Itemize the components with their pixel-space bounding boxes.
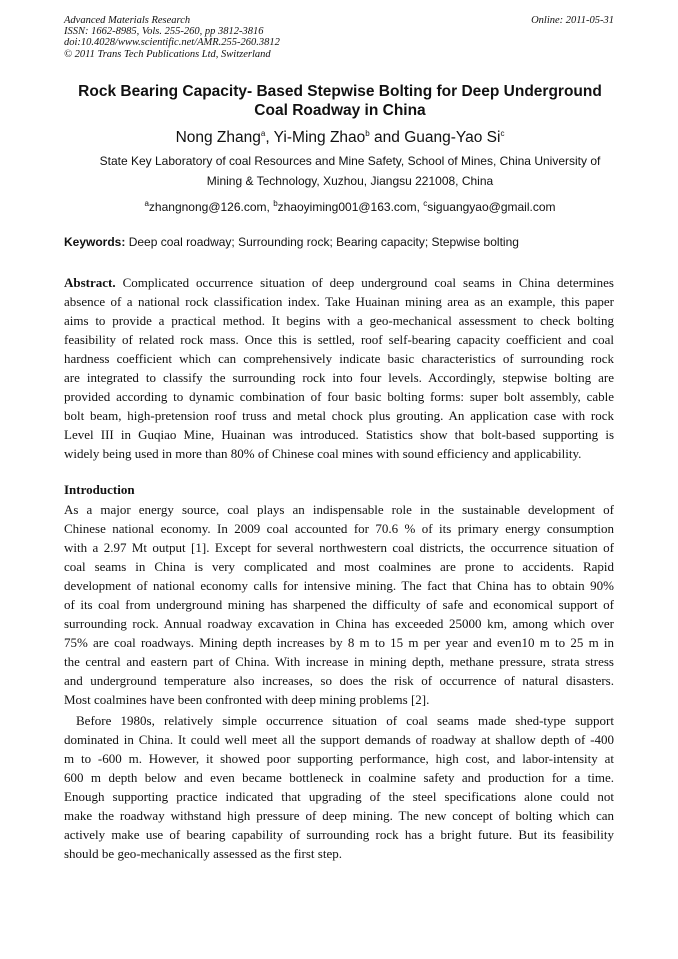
text-line: of its coal from underground mining has sharpened the difficulty of safe and economical support of [64,597,614,612]
text-line: make the roadway withstand high pressure of deep mining. The new concept of bolting which can [64,808,614,823]
author: Guang-Yao Si$^c$ [404,129,505,147]
emails [70,194,630,217]
email: $^c$siguangyao@gmail.com [423,199,556,214]
text-line: and underground temperature also increases, so does the risk of occurrence of natural disasters. [64,673,614,688]
text-line: m to -600 m. However, it showed poor supporting performance, high cost, and labor-intensity at [64,751,614,766]
text-line: coal seams in China is very complicated and most coalmines are prone to accidents. Rapid [64,559,614,574]
affiliation [70,151,630,191]
affiliation-line: State Key Laboratory of coal Resources and Mine Safety, School of Mines, China University of [99,154,601,168]
author: Nong Zhang$^a$, [175,129,274,147]
text-line: 75% are coal roadways. Mining depth increases by 8 m to 15 m per year and even10 m to 25 m in [64,635,614,650]
text-line: dominated in China. It could well meet all the support demands of roadway at shallow depth of -400 [64,732,614,747]
title-line: Rock Bearing Capacity- Based Stepwise Bolting for Deep Underground [78,83,602,100]
keywords-label: Keywords: [64,235,126,249]
paper-title [60,82,620,120]
abstract [64,273,614,463]
journal-header [64,15,280,60]
title-line: Coal Roadway in China [254,102,426,119]
text-line: Level III in Guqiao Mine, Huainan was introduced. Statistics show that bolt-based supporting is [64,427,614,442]
keywords-text: Deep coal roadway; Surrounding rock; Bearing capacity; Stepwise bolting [125,235,519,249]
text-line: should be geo-mechanically assessed as the first step. [64,846,342,861]
text-line: development of national economy calls for intensive mining. The fact that China has to obtain 90% [64,578,614,593]
text-line: the central and eastern part of China. With increase in mining depth, methane pressure, strata stress [64,654,614,669]
text-line: Chinese national economy. In 2009 coal accounted for 70.6 % of its primary energy consumption [64,521,614,536]
author: Yi-Ming Zhao$^b$ and [273,129,405,147]
email: $^a$zhangnong@126.com, [144,199,274,214]
text-line: 600 m depth below and even became bottleneck in coalmine safety and production for a time. [64,770,614,785]
journal-name: Advanced Materials Research [64,15,191,26]
introduction-paragraph-1 [64,500,614,709]
text-line: hardness coefficient which can comprehensively indicate basic characteristics of surrounding rock [64,351,614,366]
text-line: absence of a national rock classification index. Take Huainan mining area as an example, this paper [64,294,614,309]
text-line: surrounding rock. Annual roadway excavation in China has exceeded 25000 km, among which over [64,616,614,631]
text-line: provided according to dynamic combination of four basic bolting forms: super bolt assembly, cable [64,389,614,404]
text-line: widely being used in more than 80% of Chinese coal mines with sound efficiency and applicability. [64,446,582,461]
text-line: with a 2.97 Mt output [1]. Except for several northwestern coal districts, the occurrence situation of [64,540,614,555]
issn: ISSN: 1662-8985, Vols. 255-260, pp 3812-3816 [64,26,264,38]
text-line: Enough supporting practice indicated that upgrading of the steel specifications alone could not [64,789,614,804]
text-line: As a major energy source, coal plays an indispensable role in the sustainable development of [64,502,614,517]
text-line: aims to provide a practical method. It begins with a geo-mechanical assessment to check bolting [64,313,614,328]
authors [60,124,620,148]
copyright: © 2011 Trans Tech Publications Ltd, Switzerland [64,48,271,60]
text-line: Before 1980s, relatively simple occurrence situation of coal seams made shed-type support [76,713,614,728]
text-line: feasibility of related rock mass. Once this is settled, roof self-bearing capacity coefficient and coal [64,332,614,347]
text-line: actively make use of bearing capability of surrounding rock has a bright future. But its feasibility [64,827,614,842]
affiliation-line: Mining & Technology, Xuzhou, Jiangsu 221008, China [206,174,494,188]
text-line: Abstract. Complicated occurrence situation of deep underground coal seams in China determines [64,275,614,290]
keywords [64,234,519,250]
doi: doi:10.4028/www.scientific.net/AMR.255-260.3812 [64,37,280,49]
section-heading-introduction: Introduction [64,482,135,497]
text-line: are integrated to classify the surrounding rock into four levels. Accordingly, stepwise bolting are [64,370,614,385]
online-date: Online: 2011-05-31 [531,15,614,26]
email: $^b$zhaoyiming001@163.com, [273,199,424,214]
introduction-paragraph-2 [64,711,614,863]
text-line: bolt beam, high-pretension roof truss and metal chock plus grouting. An application case with rock [64,408,614,423]
abstract-label: Abstract. [64,275,116,290]
text-line: Most coalmines have been confronted with deep mining problems [2]. [64,692,430,707]
